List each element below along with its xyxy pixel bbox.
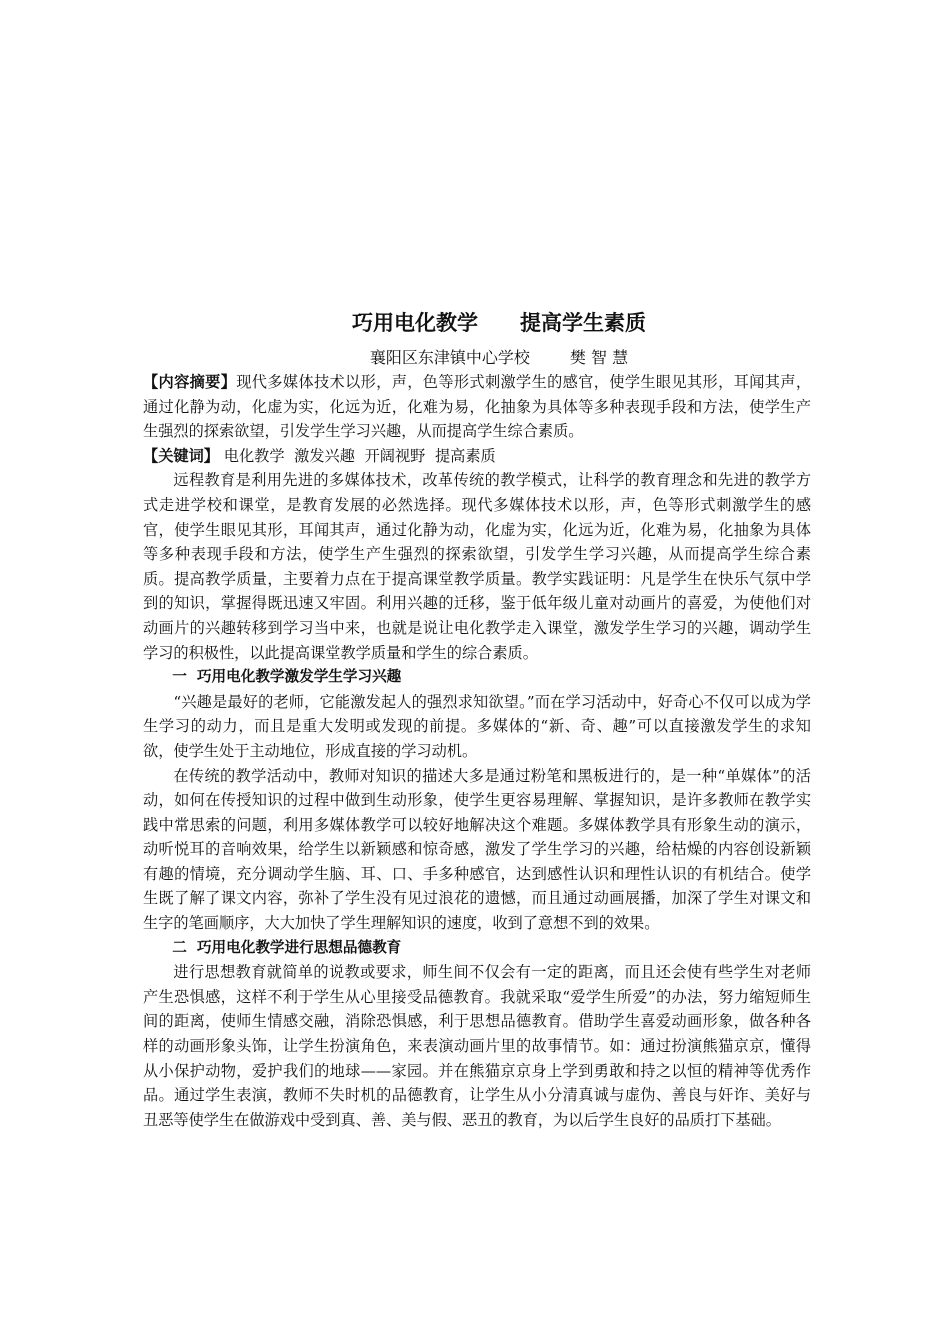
section-1-paragraph-2: 在传统的教学活动中，教师对知识的描述大多是通过粉笔和黑板进行的，是一种“单媒体”的活动，如何在传授知识的过程中做到生动形象，使学生更容易理解、掌握知识，是许多教师在教学实践中常思索的问题，利用多媒体教学可以较好地解决这个难题。多媒体教学具有形象生动的演示，动听悦耳的音响效果，给学生以新颖感和惊奇感，激发了学生学习的兴趣，给枯燥的内容创设新颖有趣的情境，充分调动学生脑、耳、口、手多种感官，达到感性认识和理性认识的有机结合。使学生既了解了课文内容，弥补了学生没有见过浪花的遗憾，而且通过动画展播，加深了学生对课文和生字的笔画顺序，大大加快了学生理解知识的速度，收到了意想不到的效果。 bbox=[143, 766, 811, 933]
section-2-paragraph-1: 进行思想教育就简单的说教或要求，师生间不仅会有一定的距离，而且还会使有些学生对老师产生恐惧感，这样不利于学生从心里接受品德教育。我就采取“爱学生所爱”的办法，努力缩短师生间的距离，使师生情感交融，消除恐惧感，利于思想品德教育。借助学生喜爱动画形象，做各种各样的动画形象头饰，让学生扮演角色，来表演动画片里的故事情节。如：通过扮演熊猫京京，懂得从小保护动物，爱护我们的地球——家园。并在熊猫京京身上学到勇敢和持之以恒的精神等优秀作品。通过学生表演，教师不失时机的品德教育，让学生从小分清真诚与虚伪、善良与奸诈、美好与丑恶等使学生在做游戏中受到真、善、美与假、恶丑的教育，为以后学生良好的品质打下基础。 bbox=[143, 963, 811, 1129]
section-1-paragraph-1: “兴趣是最好的老师，它能激发起人的强烈求知欲望。”而在学习活动中，好奇心不仅可以成为学生学习的动力，而且是重大发明或发现的前提。多媒体的“新、奇、趣”可以直接激发学生的求知欲，使学生处于主动地位，形成直接的学习动机。 bbox=[143, 692, 811, 760]
abstract bbox=[143, 370, 811, 444]
school-name: 襄阳区东津镇中心学校 bbox=[369, 348, 530, 367]
document-title: 巧用电化教学 提高学生素质 bbox=[352, 311, 646, 335]
abstract-text: 现代多媒体技术以形，声，色等形式刺激学生的感官，使学生眼见其形，耳闻其声，通过化静为动，化虚为实，化远为近，化难为易，化抽象为具体等多种表现手段和方法，使学生产生强烈的探索欲望，引发学生学习兴趣，从而提高学生综合素质。 bbox=[143, 373, 812, 441]
keywords bbox=[143, 444, 811, 469]
document-body bbox=[143, 308, 811, 1132]
section-1-heading: 一 巧用电化教学激发学生学习兴趣 bbox=[172, 668, 402, 686]
byline bbox=[143, 346, 811, 370]
section-2-heading: 二 巧用电化教学进行思想品德教育 bbox=[172, 938, 402, 956]
keywords-label: 【关键词】 bbox=[143, 446, 219, 465]
abstract-label: 【内容摘要】 bbox=[143, 373, 237, 391]
keywords-text: 电化教学 激发兴趣 开阔视野 提高素质 bbox=[223, 446, 496, 465]
intro-paragraph: 远程教育是利用先进的多媒体技术，改革传统的教学模式，让科学的教育理念和先进的教学方式走进学校和课堂，是教育发展的必然选择。现代多媒体技术以形，声，色等形式刺激学生的感官，使学生眼见其形，耳闻其声，通过化静为动，化虚为实，化远为近，化难为易，化抽象为具体等多种表现手段和方法，使学生产生强烈的探索欲望，引发学生学习兴趣，从而提高学生综合素质。提高教学质量，主要着力点在于提高课堂教学质量。教学实践证明：凡是学生在快乐气氛中学到的知识，掌握得既迅速又牢固。利用兴趣的迁移，鉴于低年级儿童对动画片的喜爱，为使他们对动画片的兴趣转移到学习当中来，也就是说让电化教学走入课堂，激发学生学习的兴趣，调动学生学习的积极性，以此提高课堂教学质量和学生的综合素质。 bbox=[143, 471, 811, 662]
author-name: 樊 智 慧 bbox=[569, 348, 629, 367]
